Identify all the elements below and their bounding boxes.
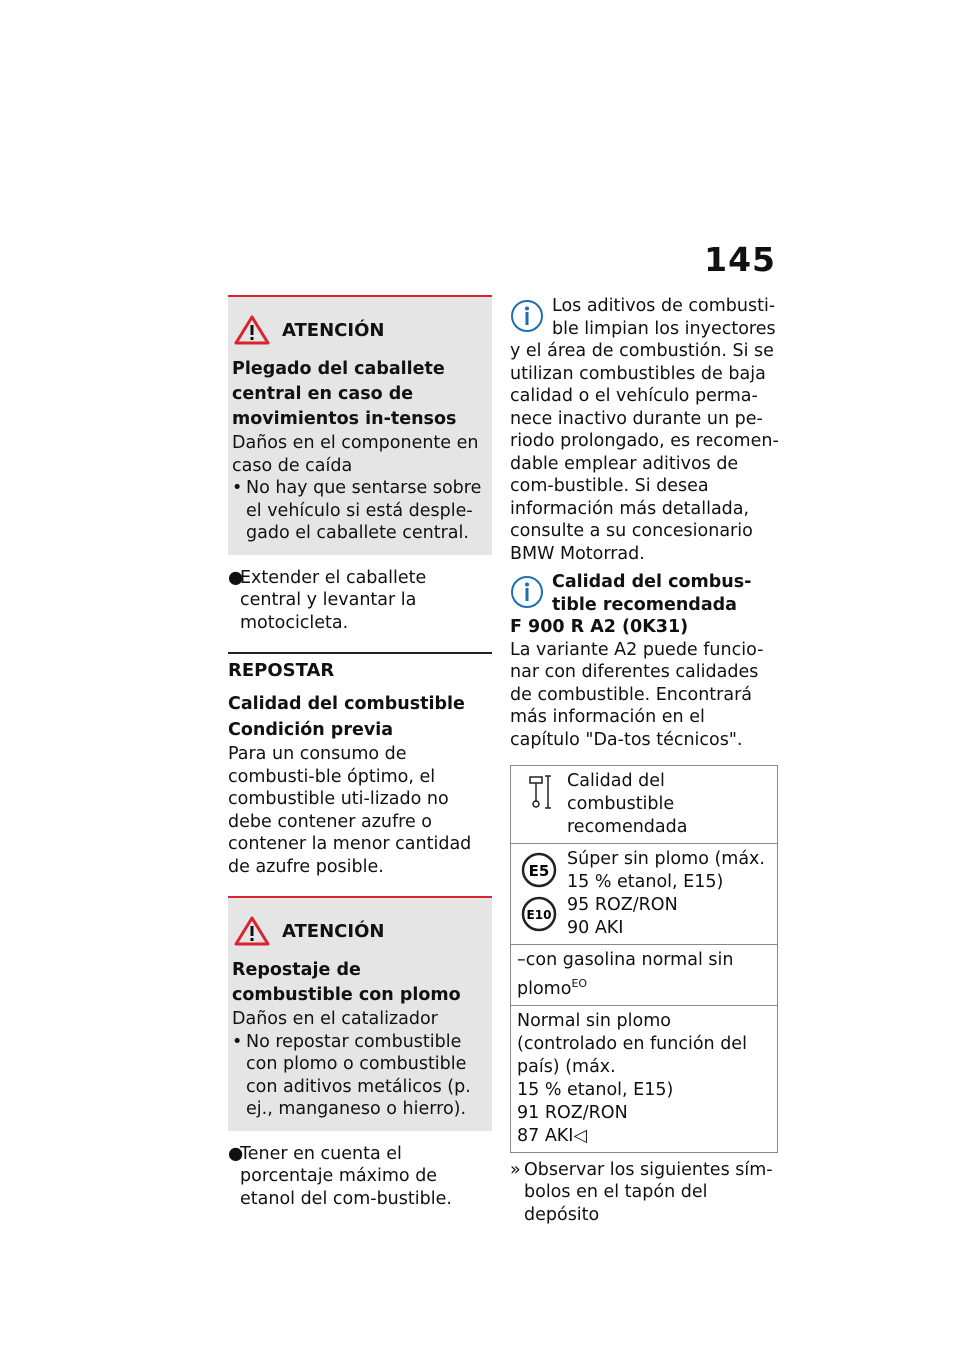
svg-text:E5: E5 <box>528 862 550 880</box>
warning-triangle-icon <box>234 916 270 946</box>
subheading-fuel-quality: Calidad del combustible <box>228 694 465 714</box>
table-row: E5 E10 Súper sin plomo (máx. 15 % etanol, E15) 95 ROZ/RON 90 AKI <box>511 844 778 945</box>
right-column <box>510 295 780 1230</box>
model-heading: F 900 R A2 (0K31) <box>510 617 689 637</box>
section-divider <box>228 652 492 654</box>
warning-bullet: • No hay que sentarse sobre el vehículo si está desple-gado el caballete central. <box>232 478 482 543</box>
fuel-pump-icon <box>524 774 554 810</box>
table-row: Normal sin plomo (controlado en función del país) (máx. 15 % etanol, E15) 91 ROZ/RON 87 AKI◁ <box>511 1005 778 1152</box>
info-recommended-quality: Calidad del combus-tible recomendada <box>510 571 780 616</box>
step-observe-symbols: » Observar los siguientes sím-bolos en el tapón del depósito <box>510 1159 773 1225</box>
svg-text:E10: E10 <box>526 908 552 922</box>
step-ethanol: ● Tener en cuenta el porcentaje máximo de etanol del com-bustible. <box>228 1143 452 1209</box>
warning-heading: Plegado del caballete central en caso de movimientos in-tensos <box>232 359 457 429</box>
e5-badge-icon <box>519 852 559 888</box>
info-icon <box>510 299 544 333</box>
page-number: 145 <box>704 240 776 279</box>
table-row: –con gasolina normal sin plomo$^{EO}$ <box>511 945 778 1006</box>
warning-risk: Daños en el componente en caso de caída <box>232 433 479 476</box>
info-additives: Los aditivos de combusti-ble limpian los inyectores y el área de combustión. Si se utilizan combustibles de baja calidad o el vehículo perma-nece inactivo durante un pe-riodo prolongado, es recomen-dable emplear aditivos de com-bustible. Si desea información más detallada, consulte a su concesionario BMW Motorrad. <box>510 296 779 564</box>
a2-paragraph: La variante A2 puede funcio-nar con diferentes calidades de combustible. Encontrará más información en el capítulo "Da-tos técnicos". <box>510 639 764 750</box>
table-row: Calidad del combustible recomendada <box>511 766 778 844</box>
warning-box-stand <box>228 295 492 555</box>
warning-triangle-icon <box>234 315 270 345</box>
warning-box-leaded-fuel <box>228 896 492 1131</box>
info-icon <box>510 575 544 609</box>
warning-risk: Daños en el catalizador <box>232 1009 438 1029</box>
warning-bullet: • No repostar combustible con plomo o combustible con aditivos metálicos (p. ej., manganeso o hierro). <box>232 1031 471 1119</box>
left-column <box>228 295 492 1214</box>
warning-label: ATENCIÓN <box>282 920 385 942</box>
fuel-quality-table <box>510 765 778 1153</box>
e10-badge-icon <box>519 896 559 932</box>
warning-heading: Repostaje de combustible con plomo <box>232 960 461 1005</box>
warning-label: ATENCIÓN <box>282 319 385 341</box>
sulfur-paragraph: Para un consumo de combusti-ble óptimo, el combustible uti-lizado no debe contener azufre o contener la menor cantidad de azufre posible. <box>228 744 472 877</box>
section-title: REPOSTAR <box>228 660 335 681</box>
subheading-precondition: Condición previa <box>228 720 394 740</box>
step-extend-stand: ● Extender el caballete central y levantar la motocicleta. <box>228 567 427 633</box>
